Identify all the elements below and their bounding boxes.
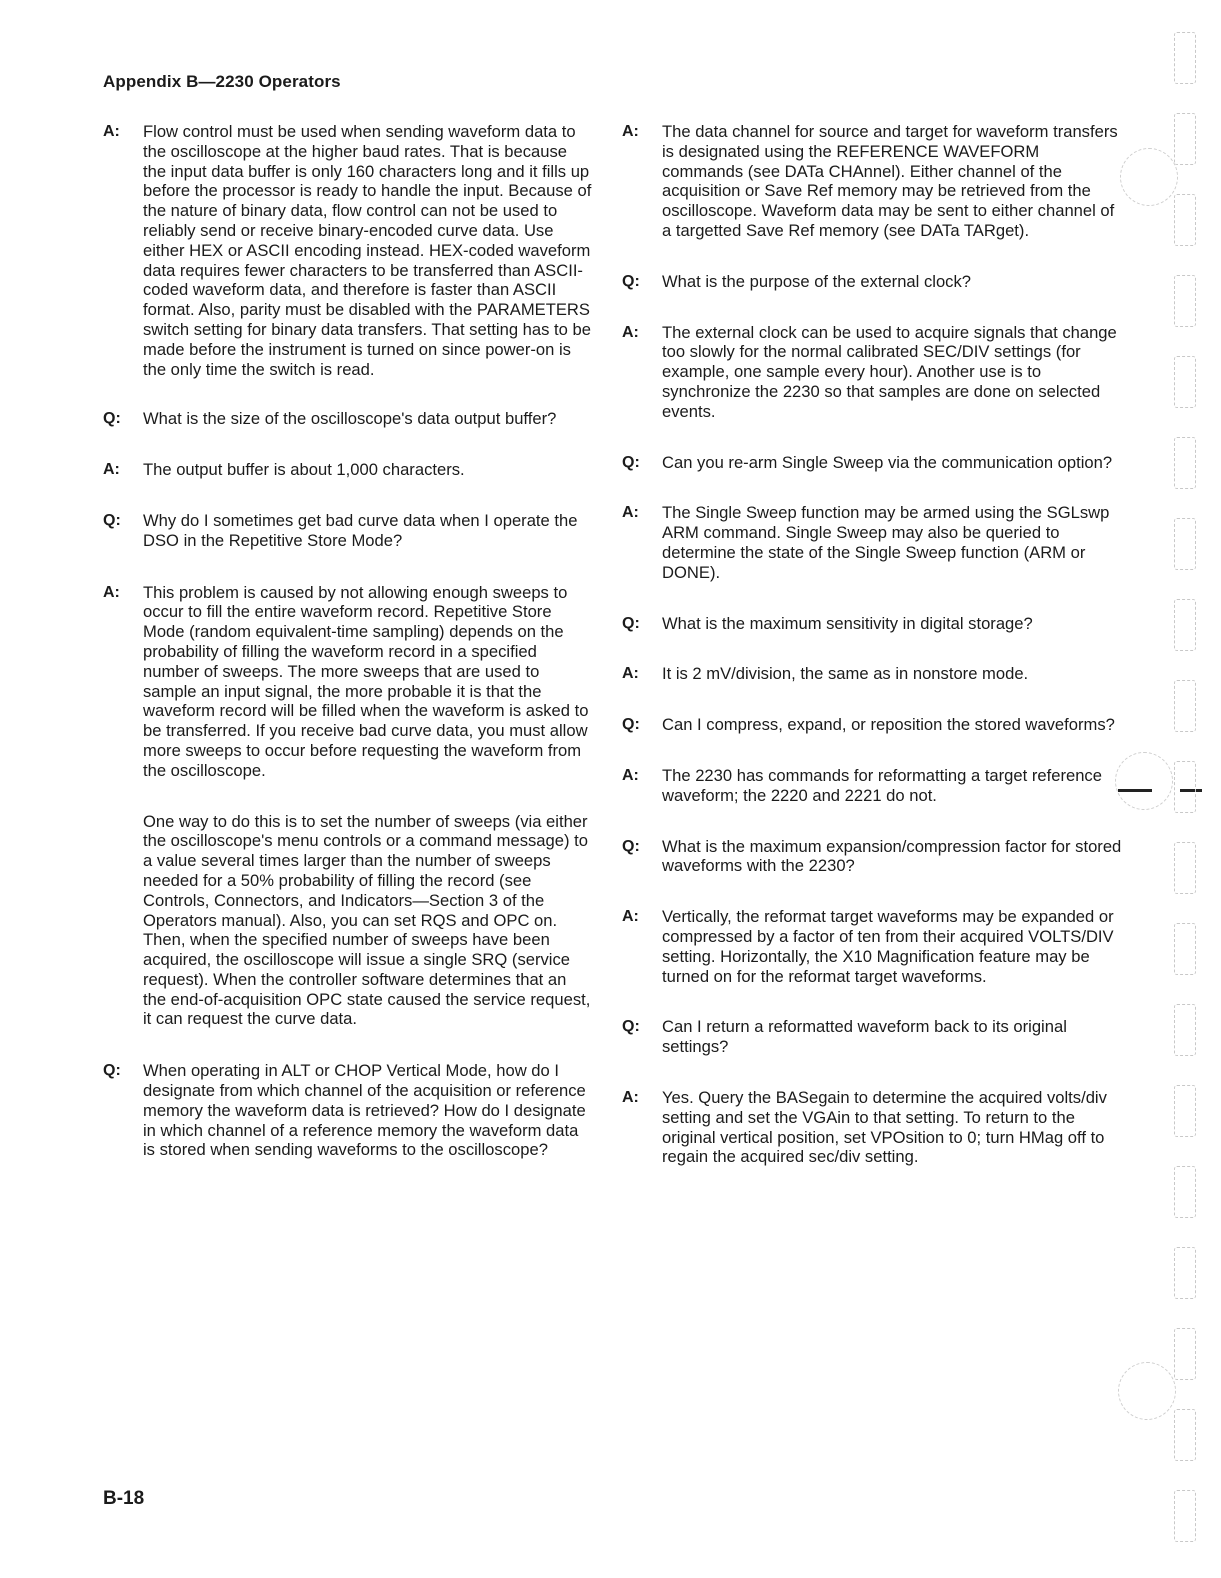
qa-entry xyxy=(622,122,1122,241)
qa-tag: A: xyxy=(622,766,639,784)
qa-tag: Q: xyxy=(103,511,121,529)
qa-tag: Q: xyxy=(622,614,640,632)
qa-entry xyxy=(622,503,1122,582)
page-number: B-18 xyxy=(103,1488,145,1509)
index-tab xyxy=(1174,1490,1196,1542)
index-tab xyxy=(1174,1166,1196,1218)
qa-tag: Q: xyxy=(622,837,640,855)
qa-text: What is the purpose of the external clock? xyxy=(662,271,971,291)
qa-text: Yes. Query the BASegain to determine the acquired volts/div setting and set the VGAin to that setting. To return to the original vertical position, set VPOsition to 0; turn HMag off to regain the acquired sec/div setting. xyxy=(662,1087,1107,1167)
index-tab xyxy=(1174,194,1196,246)
qa-tag: Q: xyxy=(622,453,640,471)
qa-text: The data channel for source and target for waveform transfers is designated using the REFERENCE WAVEFORM commands (see DATa CHAnnel). Either channel of the acquisition or Save Ref memory may be retrieved from the oscilloscope. Waveform data may be sent to either channel of a targetted Save Ref memory (see DATa TARget). xyxy=(662,122,1118,240)
qa-text: The output buffer is about 1,000 characters. xyxy=(143,460,465,480)
index-tab xyxy=(1174,32,1196,84)
qa-text: It is 2 mV/division, the same as in nonstore mode. xyxy=(662,664,1029,684)
index-tab xyxy=(1174,518,1196,570)
qa-tag: Q: xyxy=(622,716,640,734)
qa-tag: Q: xyxy=(622,1018,640,1036)
index-tab xyxy=(1174,113,1196,165)
qa-entry xyxy=(622,614,1122,634)
qa-text: What is the maximum sensitivity in digital storage? xyxy=(662,613,1033,633)
index-tab xyxy=(1174,356,1196,408)
qa-entry xyxy=(103,583,593,1030)
qa-tag: Q: xyxy=(622,272,640,290)
qa-text: Can I compress, expand, or reposition the stored waveforms? xyxy=(662,715,1115,735)
index-tab xyxy=(1174,275,1196,327)
qa-tag: A: xyxy=(103,583,120,601)
index-tab xyxy=(1174,1004,1196,1056)
index-tab xyxy=(1174,761,1196,813)
qa-entry xyxy=(622,1088,1122,1167)
page-header: Appendix B—2230 Operators xyxy=(103,72,341,91)
qa-entry xyxy=(622,715,1122,735)
qa-text: Flow control must be used when sending waveform data to the oscilloscope at the higher baud rates. That is because the input data buffer is only 160 characters long and it fills up before the processor is ready to handle the input. Because of the nature of binary data, flow control can not be used to reliably send or receive binary-encoded curve data. Use either HEX or ASCII encoding instead. HEX-coded waveform data requires fewer characters to be transferred than ASCII-coded waveform data, and therefore is faster than ASCII format. Also, parity must be disabled with the PARAMETERS switch setting for binary data transfers. That setting has to be made before the instrument is turned on since power-on is the only time the switch is read. xyxy=(143,122,592,379)
binder-hole-middle xyxy=(1115,752,1173,810)
qa-entry xyxy=(622,837,1122,877)
index-tab-strip xyxy=(1168,0,1208,1578)
index-tab xyxy=(1174,1409,1196,1461)
qa-tag: Q: xyxy=(103,410,121,428)
qa-text: What is the size of the oscilloscope's data output buffer? xyxy=(143,409,557,429)
qa-text: Why do I sometimes get bad curve data when I operate the DSO in the Repetitive Store Mode? xyxy=(143,510,578,550)
qa-entry xyxy=(103,511,593,551)
qa-text: What is the maximum expansion/compression factor for stored waveforms with the 2230? xyxy=(662,836,1122,876)
qa-tag: A: xyxy=(622,323,639,341)
qa-text: When operating in ALT or CHOP Vertical Mode, how do I designate from which channel of the acquisition or reference memory the waveform data is retrieved? How do I designate in which channel of a reference memory the waveform data is stored when sending waveforms to the oscilloscope? xyxy=(143,1061,586,1160)
index-tab xyxy=(1174,1085,1196,1137)
qa-text: The external clock can be used to acquire signals that change too slowly for the normal calibrated SEC/DIV settings (for example, one sample every hour). Another use is to synchronize the 2230 so that samples are done on selected events. xyxy=(662,322,1117,421)
qa-entry xyxy=(103,122,593,379)
qa-text: This problem is caused by not allowing enough sweeps to occur to fill the entire waveform record. Repetitive Store Mode (random equivalent-time sampling) depends on the probability of filling the waveform record in a specified number of sweeps. The more sweeps that are used to sample an input signal, the more probable it is that the waveform record will be filled when the waveform is asked to be transferred. If you receive bad curve data, you must allow more sweeps to occur before requesting the waveform from the oscilloscope. xyxy=(143,582,589,780)
page-marker-bar xyxy=(1118,789,1152,792)
qa-entry xyxy=(622,664,1122,684)
qa-tag: Q: xyxy=(103,1062,121,1080)
qa-entry xyxy=(103,460,593,480)
qa-tag: A: xyxy=(622,908,639,926)
index-tab xyxy=(1174,842,1196,894)
qa-entry xyxy=(103,409,593,429)
right-column xyxy=(622,122,1122,1167)
qa-text: Vertically, the reformat target waveforms may be expanded or compressed by a factor of ten from their acquired VOLTS/DIV setting. Horizontally, the X10 Magnification feature may be turned on for the reformat target waveforms. xyxy=(662,907,1114,986)
qa-entry xyxy=(103,1061,593,1160)
qa-text: Can you re-arm Single Sweep via the communication option? xyxy=(662,452,1113,472)
index-tab xyxy=(1174,923,1196,975)
qa-text: One way to do this is to set the number of sweeps (via either the oscilloscope's menu controls or a command message) to a value several times larger than the number of sweeps needed for a 50% probability of filling the record (see Controls, Connectors, and Indicators—Section 3 of the Operators manual). Also, you can set RQS and OPC on. Then, when the specified number of sweeps have been acquired, the oscilloscope will issue a single SRQ (service request). When the controller software determines that an the end-of-acquisition OPC state caused the service request, it can request the curve data. xyxy=(143,811,591,1029)
qa-tag: A: xyxy=(103,461,120,479)
index-tab xyxy=(1174,599,1196,651)
qa-tag: A: xyxy=(622,665,639,683)
qa-entry xyxy=(622,323,1122,422)
qa-tag: A: xyxy=(622,504,639,522)
qa-entry xyxy=(622,272,1122,292)
qa-entry xyxy=(622,766,1122,806)
qa-entry xyxy=(622,1017,1122,1057)
qa-tag: A: xyxy=(103,123,120,140)
left-column xyxy=(103,122,593,1160)
index-tab xyxy=(1174,1328,1196,1380)
index-tab xyxy=(1174,437,1196,489)
qa-text: Can I return a reformatted waveform back to its original settings? xyxy=(662,1017,1067,1057)
qa-entry xyxy=(622,907,1122,986)
index-tab xyxy=(1174,680,1196,732)
qa-text: The Single Sweep function may be armed using the SGLswp ARM command. Single Sweep may also be queried to determine the state of the Single Sweep function (ARM or DONE). xyxy=(662,503,1110,582)
qa-tag: A: xyxy=(622,1088,639,1106)
index-tab xyxy=(1174,1247,1196,1299)
qa-tag: A: xyxy=(622,123,639,140)
qa-text: The 2230 has commands for reformatting a target reference waveform; the 2220 and 2221 do not. xyxy=(662,765,1102,805)
qa-entry xyxy=(622,453,1122,473)
